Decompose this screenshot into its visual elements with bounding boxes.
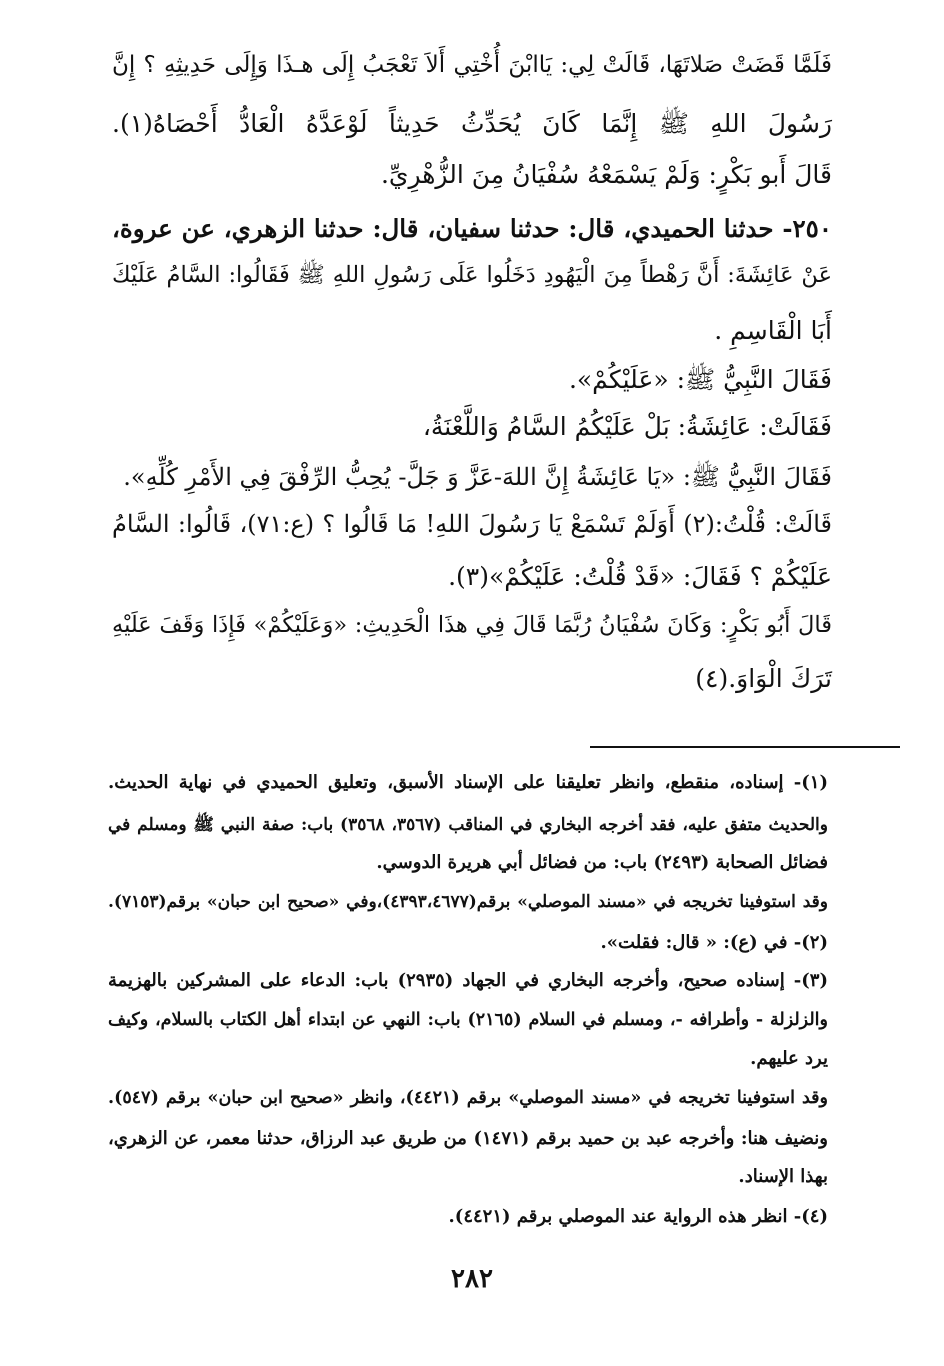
- footnote-line: (٤)- انظر هذه الرواية عند الموصلي برقم (٤٤٢١).: [448, 1206, 828, 1227]
- text-line: فَقَالَتْ: عَائِشَةُ: بَلْ عَلَيْكُمُ السَّامُ وَاللَّعْنَةُ،: [422, 412, 832, 441]
- text-line: رَسُولَ اللهِ ﷺ إِنَّمَا كَانَ يُحَدِّثُ حَدِيثاً لَوْعَدَّهُ الْعَادُّ أَحْصَاهُ(١).: [112, 109, 832, 138]
- footnote-line: (١)- إسناده، منقطع، وانظر تعليقنا على الإسناد الأسبق، وتعليق الحميدي في نهاية الحديث.: [108, 772, 828, 793]
- footnote-line: يرد عليهم.: [750, 1048, 828, 1069]
- text-line: فَقَالَ النَّبِيُّ ﷺ: «عَلَيْكُمْ».: [568, 365, 832, 394]
- text-line: قَالَتْ: قُلْتُ:(٢) أَوَلَمْ تَسْمَعْ يَا رَسُولَ اللهِ! مَا قَالُوا ؟ (ع:٧١)، قَالُوا: السَّامُ: [112, 510, 833, 538]
- footnote-line: (٣)- إسناده صحيح، وأخرجه البخاري في الجهاد (٢٩٣٥) باب: الدعاء على المشركين بالهزيمة: [108, 970, 828, 991]
- footnote-line: وقد استوفينا تخريجه في «مسند الموصلي» برقم(٤٣٩٣،٤٦٧٧)،وفي «صحيح ابن حبان» برقم(٧١٥٣).: [108, 892, 828, 912]
- hadith-isnad-line: ٢٥٠- حدثنا الحميدي، قال: حدثنا سفيان، قال: حدثنا الزهري، عن عروة،: [112, 214, 832, 243]
- footnote-line: بهذا الإسناد.: [738, 1166, 828, 1187]
- footnote-separator: [590, 746, 900, 748]
- text-line: فَقَالَ النَّبِيُّ ﷺ: «يَا عَائِشَةُ إِنَّ اللهَ-عَزَّ وَ جَلَّ- يُحِبُّ الرِّفْقَ فِي الأَمْرِ كُلِّهِ».: [123, 463, 832, 491]
- text-line: تَرَكَ الْوَاوَ.(٤): [695, 664, 832, 693]
- text-line: أَبَا الْقَاسِمِ .: [714, 316, 832, 345]
- footnote-line: وقد استوفينا تخريجه في «مسند الموصلي» برقم (٤٤٢١)، وانظر «صحيح ابن حبان» برقم (٥٤٧).: [108, 1088, 828, 1108]
- text-line: قَالَ أَبو بَكْرٍ: وَلَمْ يَسْمَعْهُ سُفْيَانُ مِنَ الزُّهْرِيِّ.: [380, 160, 832, 189]
- footnote-line: فضائل الصحابة (٢٤٩٣) باب: من فضائل أبي هريرة الدوسي.: [376, 852, 828, 873]
- text-line: عَلَيْكُمْ ؟ فَقَالَ: «قَدْ قُلْتُ: عَلَيْكُمْ»(٣).: [448, 562, 832, 591]
- footnote-line: ونضيف هنا: وأخرجه عبد بن حميد برقم (١٤٧١) من طريق عبد الرزاق، حدثنا معمر، عن الزهري،: [108, 1128, 828, 1149]
- text-line: قَالَ أَبُو بَكْرٍ: وَكَانَ سُفْيَانُ رُبَّمَا قَالَ فِي هذَا الْحَدِيثِ: «وَعَلَيْكُمْ» فَإِذَا وَقَفَ عَلَيْهِ: [112, 612, 832, 638]
- page-number: ٢٨٢: [451, 1264, 493, 1294]
- text-line: فَلَمَّا قَضَتْ صَلاتَهَا، قَالَتْ لِي: يَاابْنَ أُخْتِي أَلاَ تَعْجَبُ إِلَى هـذَا وَإِلَى حَدِيثِهِ ؟ إِنَّ: [112, 52, 832, 78]
- footnote-line: والحديث متفق عليه، فقد أخرجه البخاري في المناقب (٣٥٦٧، ٣٥٦٨) باب: صفة النبي ﷺ ومسلم في: [108, 815, 828, 835]
- text-line: عَنْ عَائِشَةَ: أَنَّ رَهْطاً مِنَ الْيَهُودِ دَخَلُوا عَلَى رَسُولِ اللهِ ﷺ فَقَالُوا: السَّامُ عَلَيْكَ: [112, 262, 832, 288]
- footnote-line: (٢)- في (ع): « قال: فقلت».: [600, 932, 828, 953]
- footnote-line: والزلزلة - وأطرافه -، ومسلم في السلام (٢١٦٥) باب: النهي عن ابتداء أهل الكتاب بالسلام، وكيف: [108, 1010, 828, 1030]
